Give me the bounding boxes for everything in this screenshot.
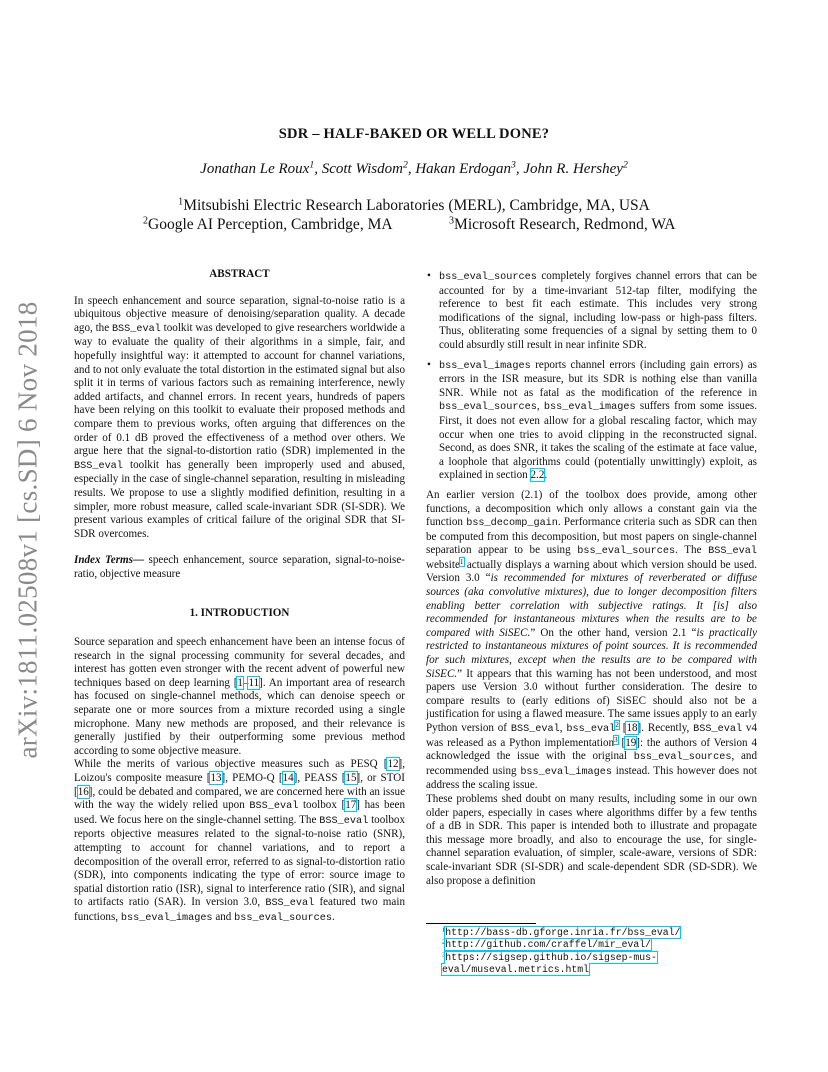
citation-link[interactable]: 14 <box>282 772 294 784</box>
bullet-item: • bss_eval_sources completely forgives channel errors that can be accounted for by a time-invariant 512-tap filter, modifying the reference to best fit each estimate. This includes very strong modifications of the signal, including low-pass or high-pass filters. Thus, obliterating some frequencies of a signal by setting them to 0 could absurdly still result in near infinite SDR. <box>427 270 757 351</box>
citation-link[interactable]: 13 <box>210 772 222 784</box>
bullet-icon: • <box>427 358 431 371</box>
footnote-link[interactable]: 1 <box>459 557 464 566</box>
abstract-text: In speech enhancement and source separation, signal-to-noise ratio is a ubiquitous objective measure of denoising/separation quality. A decade ago, the BSS_eval toolkit was developed to give researchers worldwide a way to evaluate the quality of their algorithms in a simple, fair, and hopefully insightful way: it attempted to account for channel variations, and to not only evaluate the total distortion in the estimated signal but also split it in terms of various factors such as remaining interference, newly added artifacts, and channel errors. In recent years, hundreds of papers have been relying on this toolkit to evaluate their proposed methods and compare them to previous works, often arguing that differences on the order of 0.1 dB proved the effectiveness of a method over others. We argue here that the signal-to-distortion ratio (SDR) implemented in the BSS_eval toolkit has generally been improperly used and abused, especially in the case of single-channel separation, resulting in misleading results. We propose to use a slightly modified definition, resulting in a simpler, more robust measure, called scale-invariant SDR (SI-SDR). We present various examples of critical failure of the original SDR that SI-SDR overcomes. <box>74 294 405 540</box>
footnote-url[interactable]: http://github.com/craffel/mir_eval/ <box>445 939 652 951</box>
affiliation-3: $^3$Microsoft Research, Redmond, WA <box>449 215 676 233</box>
author: Hakan Erdogan <box>415 161 512 177</box>
citation-link[interactable]: 11 <box>248 676 260 689</box>
affiliation-2: $^2$Google AI Perception, Cambridge, MA <box>143 215 393 233</box>
footnotes <box>426 923 757 976</box>
arxiv-stamp <box>8 290 48 770</box>
right-column <box>426 270 757 888</box>
citation-link[interactable]: 16 <box>77 785 89 798</box>
intro-paragraph-1: Source separation and speech enhancement have been an intense focus of research in the signal processing community for several decades, and interest has gotten even stronger with the recent advent of powerful new techniques based on deep learning [1–11]. An important area of research has focused on single-channel methods, which can denoise speech or separate one or more sources from a mixture recorded using a single microphone. Many new methods are proposed, and their relevance is generally justified by their outperforming some previous method according to some objective measure. <box>74 636 405 757</box>
abstract-heading: ABSTRACT <box>209 268 270 280</box>
citation-link[interactable]: 12 <box>387 758 399 771</box>
citation-link[interactable]: 19 <box>625 736 637 749</box>
citation-link[interactable]: 15 <box>345 772 357 784</box>
footnote: $^2$http://github.com/craffel/mir_eval/ <box>442 938 652 951</box>
author: Scott Wisdom <box>321 161 403 177</box>
footnote-link[interactable]: 2 <box>615 721 619 730</box>
author: John R. Hershey <box>523 161 623 177</box>
footnote: $^3$https://sigsep.github.io/sigsep-mus-eval/museval.metrics.html <box>442 950 657 975</box>
citation-link[interactable]: 17 <box>345 799 357 812</box>
footnote-rule <box>426 923 536 924</box>
intro-paragraph-2: While the merits of various objective measures such as PESQ [12], Loizou's composite measure [13], PEMO-Q [14], PEASS [15], or STOI [16], could be debated and compared, we are concerned here with an issue with the way the widely relied upon BSS_eval toolbox [17] has been used. We focus here on the single-channel setting. The BSS_eval toolbox reports objective measures related to the signal-to-noise ratio (SNR), attempting to account for channel variations, and to report a decomposition of the overall error, referred to as signal-to-distortion ratio (SDR), into components indicating the type of error: source image to spatial distortion ratio (ISR), signal to interference ratio (SIR), and signal to artifacts ratio (SAR). In version 3.0, BSS_eval featured two main functions, bss_eval_images and bss_eval_sources. <box>74 758 405 924</box>
bullet-item: • bss_eval_images reports channel errors (including gain errors) as errors in the ISR measure, but its SDR is nothing else than vanilla SNR. While not as fatal as the modification of the reference in bss_eval_sources, bss_eval_images suffers from some issues. First, it does not even allow for a global rescaling factor, which may occur when one tries to avoid clipping in the reconstructed signal. Second, as does SNR, it takes the scaling of the estimate at face value, a loophole that algorithms could (potentially unwittingly) exploit, as explained in section 2.2. <box>427 358 757 482</box>
footnote-url[interactable]: http://bass-db.gforge.inria.fr/bss_eval/ <box>445 927 681 938</box>
arxiv-id: arXiv:1811.02508v1 [cs.SD] 6 Nov 2018 <box>12 301 43 759</box>
citation-link[interactable]: 1 <box>237 676 243 689</box>
intro-heading: 1. INTRODUCTION <box>189 607 290 620</box>
author: Jonathan Le Roux <box>200 161 310 177</box>
body-paragraph: An earlier version (2.1) of the toolbox does provide, among other functions, a decomposition which only allows a constant gain via the function bss_decomp_gain. Performance criteria such as SDR can then be computed from this decomposition, but most papers on single-channel separation appear to be using bss_eval_sources. The BSS_eval website$^1$ actually displays a warning about which version should be used. Version 3.0 “is recommended for mixtures of reverberated or diffuse sources (aka convolutive mixtures), due to longer decomposition filters enabling better correlation with subjective ratings. It [is] also recommended for instantaneous mixtures when the results are to be compared with SiSEC.” On the other hand, version 2.1 “is practically restricted to instantaneous mixtures of point sources. It is recommended for such mixtures, except when the results are to be compared with SiSEC.” It appears that this warning has not been understood, and most papers use Version 3.0 without further consideration. The desire to compare results to (early editions of) SiSEC should also not be a justification for using a flawed measure. The same issues apply to an early Python version of BSS_eval, bss_eval$^2$ [18]. Recently, BSS_eval v4 was released as a Python implementation$^3$ [19]: the authors of Version 4 acknowledged the issue with the original bss_eval_sources, and recommended using bss_eval_images instead. This however does not address the scaling issue. <box>426 488 758 792</box>
bullet-icon: • <box>427 270 431 282</box>
body-paragraph: These problems shed doubt on many results, including some in our own older papers, especially in cases where algorithms differ by a few tenths of a dB in SDR. This paper is intended both to illustrate and propagate this message more broadly, and also to encourage the use, for single-channel separation evaluation, of simpler, scale-aware, versions of SDR: scale-invariant SDR (SI-SDR) and scale-dependent SDR (SD-SDR). We also propose a definition <box>426 792 757 887</box>
footnote-url[interactable]: https://sigsep.github.io/sigsep-mus-eval/museval.metrics.html <box>442 951 657 975</box>
footnote-link[interactable]: 3 <box>614 735 618 744</box>
footnote: $^1$http://bass-db.gforge.inria.fr/bss_eval/ <box>442 926 681 938</box>
left-column <box>74 268 405 926</box>
affiliation-1: $^1$Mitsubishi Electric Research Laboratories (MERL), Cambridge, MA, USA <box>178 196 650 214</box>
citation-link[interactable]: 18 <box>626 722 638 734</box>
author-list: Jonathan Le Roux$^1$, Scott Wisdom$^2$, Hakan Erdogan$^3$, John R. Hershey$^2$ <box>200 159 628 177</box>
paper-title: SDR – HALF-BAKED OR WELL DONE? <box>278 126 550 142</box>
index-terms: Index Terms— speech enhancement, source separation, signal-to-noise-ratio, objective measure <box>74 554 405 580</box>
section-link[interactable]: 2.2 <box>530 469 545 482</box>
